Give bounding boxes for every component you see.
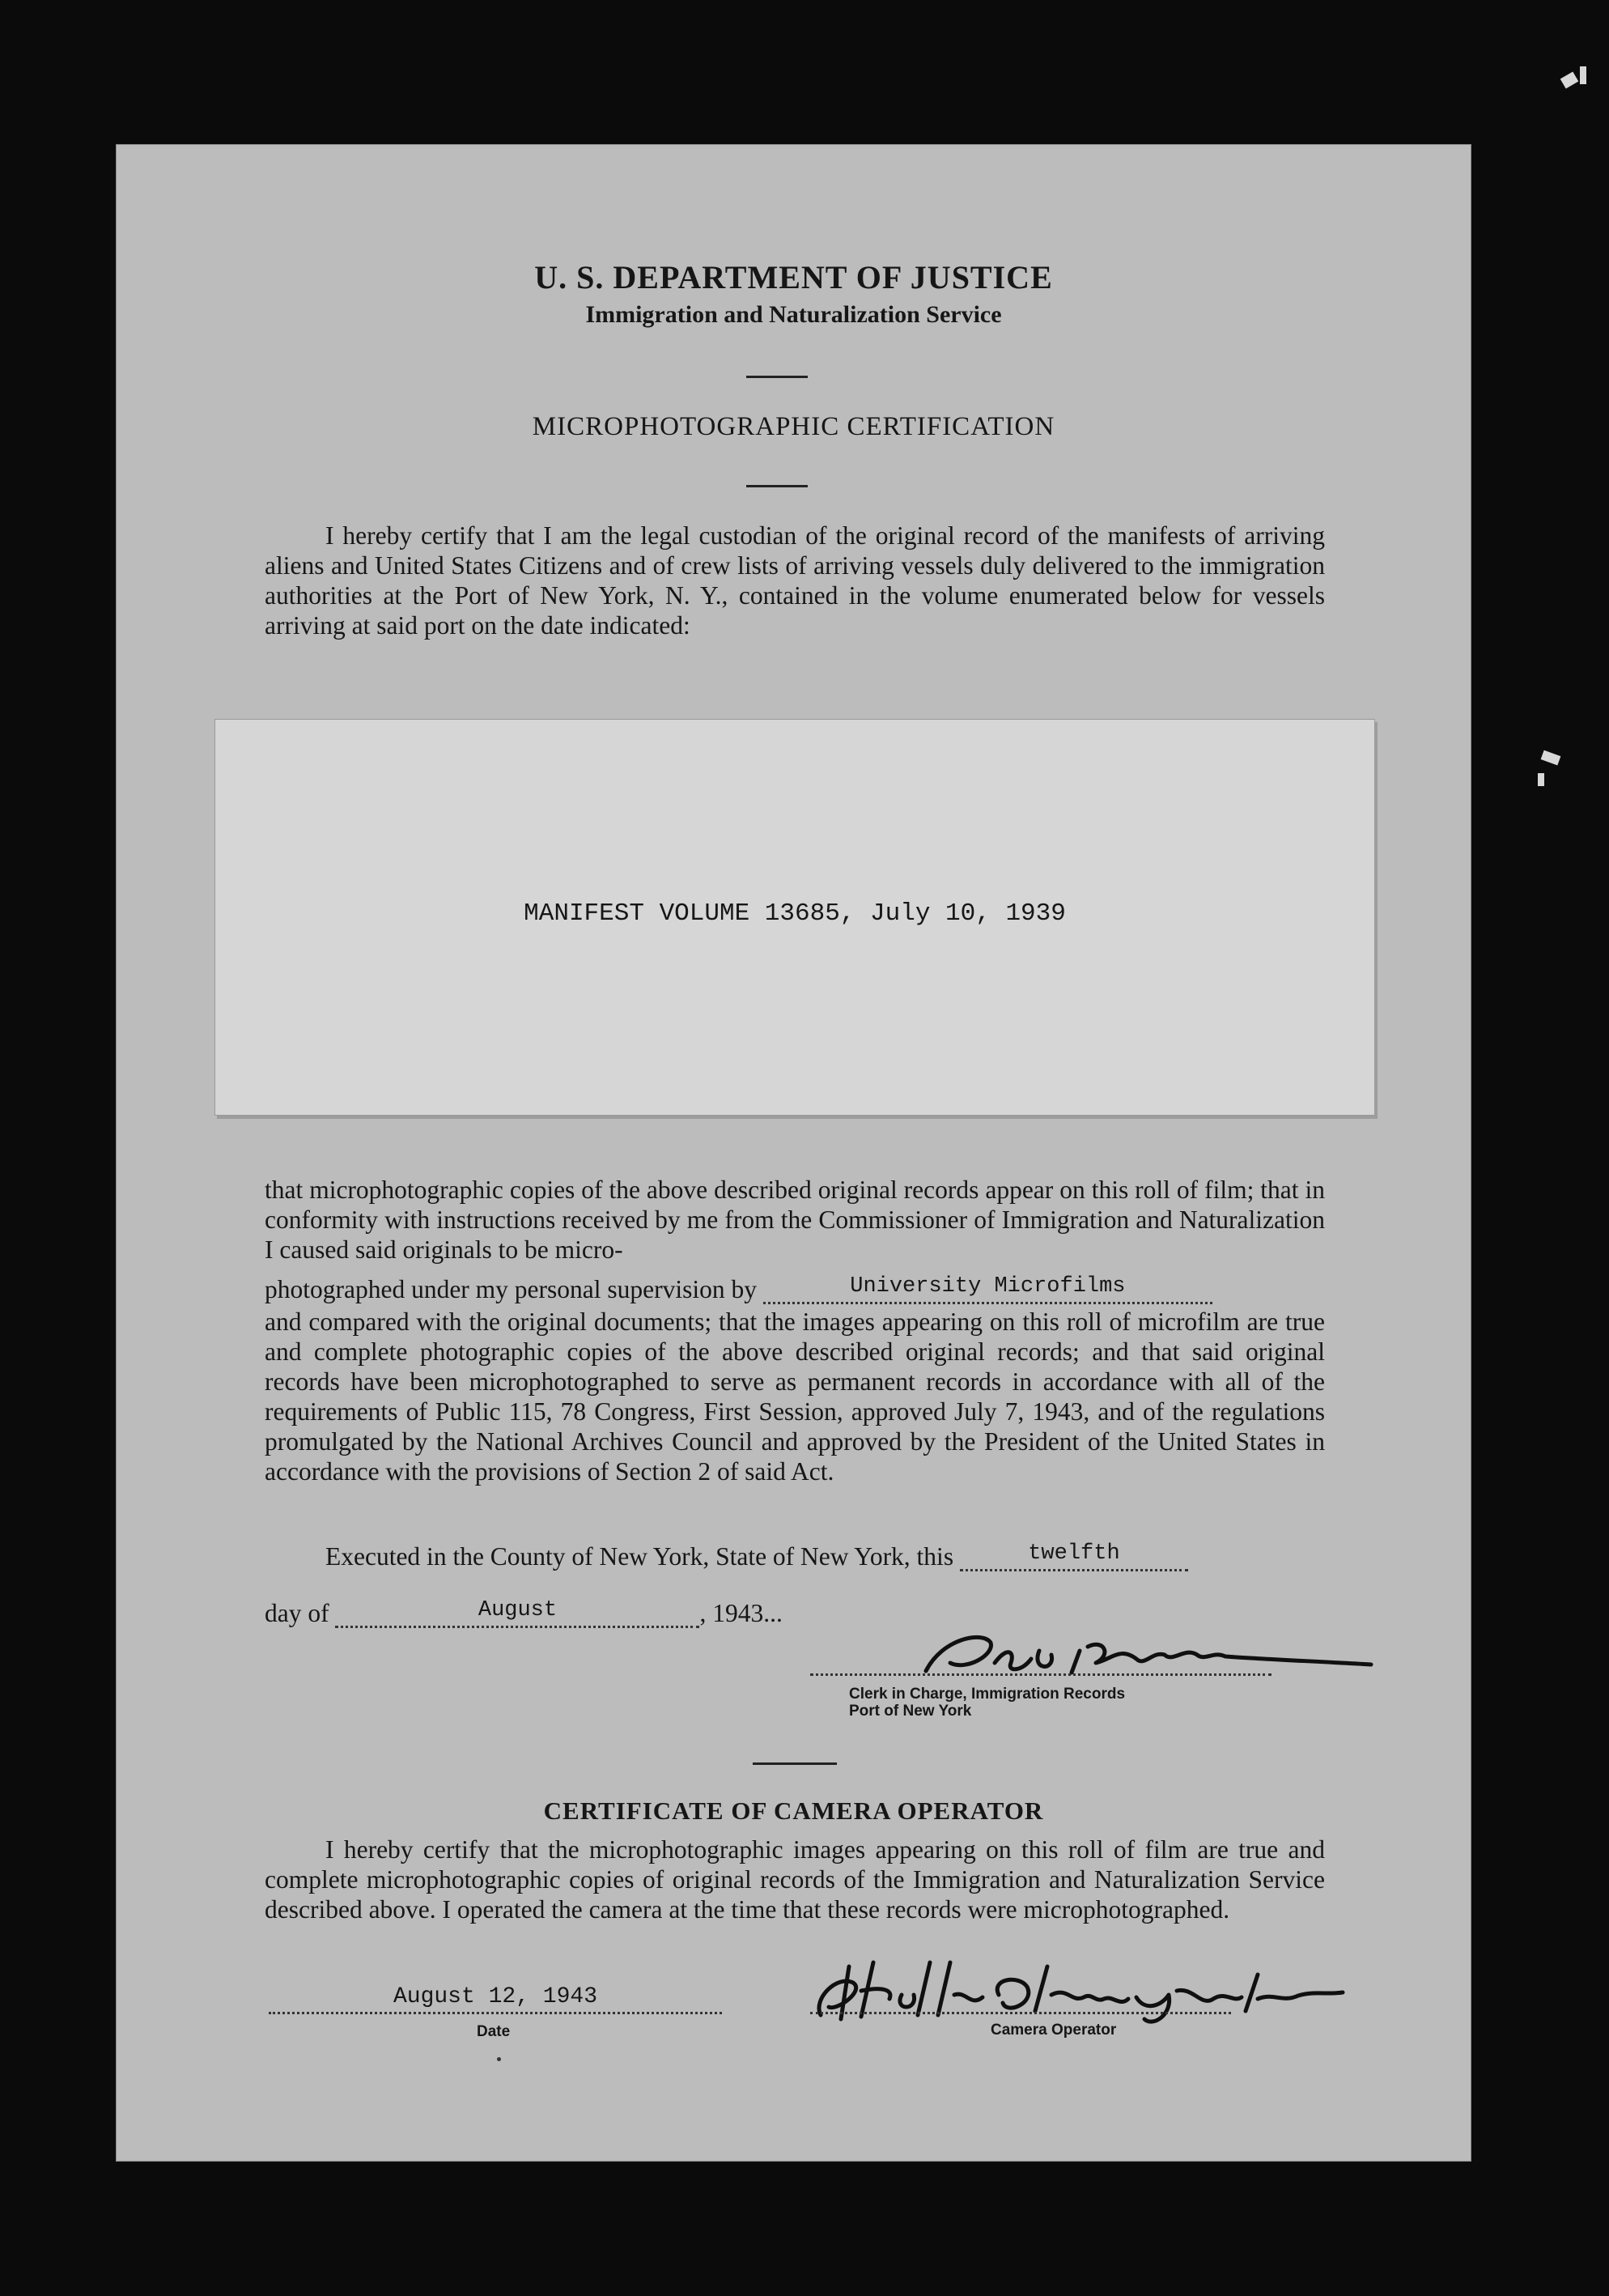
operator-signature: [804, 1942, 1371, 2031]
body-paragraph-part1: that microphotographic copies of the above described original records appear on this roll of film; that in conformity with instructions received by me from the Commissioner of Immigration and Naturalization I caused said originals to be micro-: [265, 1176, 1325, 1264]
year-digit: 3: [750, 1599, 764, 1627]
intro-paragraph: I hereby certify that I am the legal custodian of the original record of the manifests of arriving aliens and United States Citizens and of crew lists of arriving vessels duly delivered to the immigration authorities at the Port of New York, N. Y., contained in the volume enumerated below for vessels arriving at said port on the date indicated:: [265, 521, 1325, 640]
executed-line: [265, 1541, 1325, 1571]
supervision-name: University Microfilms: [850, 1274, 1126, 1299]
year-prefix: , 194: [699, 1599, 751, 1627]
date-value: August 12, 1943: [393, 1984, 598, 2009]
divider: [753, 1762, 837, 1765]
supervision-blank: [763, 1274, 1212, 1304]
manifest-card: [214, 719, 1375, 1116]
supervision-prefix: photographed under my personal supervision by: [265, 1275, 758, 1303]
day-value: twelfth: [1028, 1541, 1120, 1566]
date-line: [269, 2012, 722, 2014]
certificate-sheet: [116, 144, 1471, 2162]
film-speck: [1541, 750, 1561, 766]
clerk-signature-line: [810, 1673, 1271, 1676]
clerk-title-line1: Clerk in Charge, Immigration Records: [849, 1686, 1126, 1703]
department-heading: U. S. DEPARTMENT OF JUSTICE: [534, 259, 1053, 296]
paper-speck: [497, 2057, 501, 2061]
month-blank: [335, 1598, 699, 1628]
operator-signature-line: [810, 2012, 1231, 2014]
year-trailing-dots: ...: [763, 1599, 783, 1627]
service-subheading: Immigration and Naturalization Service: [585, 301, 1002, 328]
date-label: Date: [477, 2023, 511, 2040]
certification-title: MICROPHOTOGRAPHIC CERTIFICATION: [532, 412, 1055, 441]
body-paragraph-part2: and compared with the original documents; that the images appearing on this roll of microfilm are true and complete photographic copies of the above described original records; and that said original records have been microphotographed to serve as permanent records in accordance with all of the requirements of Public 115, 78 Congress, First Session, approved July 7, 1943, and of the regulations promulgated by the National Archives Council and approved by the President of the United States in accordance with the provisions of Section 2 of said Act.: [265, 1307, 1325, 1486]
clerk-signature: [894, 1614, 1395, 1695]
film-speck: [1560, 71, 1579, 88]
manifest-volume-text: MANIFEST VOLUME 13685, July 10, 1939: [524, 899, 1066, 928]
month-value: August: [478, 1598, 558, 1622]
clerk-title-line2: Port of New York: [849, 1703, 972, 1720]
camera-operator-title: CERTIFICATE OF CAMERA OPERATOR: [543, 1796, 1044, 1825]
divider: [746, 376, 808, 378]
executed-prefix: Executed in the County of New York, State of New York, this: [325, 1542, 954, 1571]
film-speck: [1580, 66, 1586, 84]
camera-paragraph: I hereby certify that the microphotographic images appearing on this roll of film are true and complete microphotographic copies of original records of the Immigration and Naturalization Service described above. I operated the camera at the time that these records were microphotographed.: [265, 1835, 1325, 1924]
clerk-title: [849, 1686, 1125, 1720]
divider: [746, 485, 808, 487]
day-of-label: day of: [265, 1599, 329, 1627]
film-speck: [1538, 773, 1544, 786]
supervision-line: [265, 1274, 1325, 1304]
day-blank: [960, 1541, 1188, 1571]
operator-label: Camera Operator: [991, 2022, 1117, 2039]
